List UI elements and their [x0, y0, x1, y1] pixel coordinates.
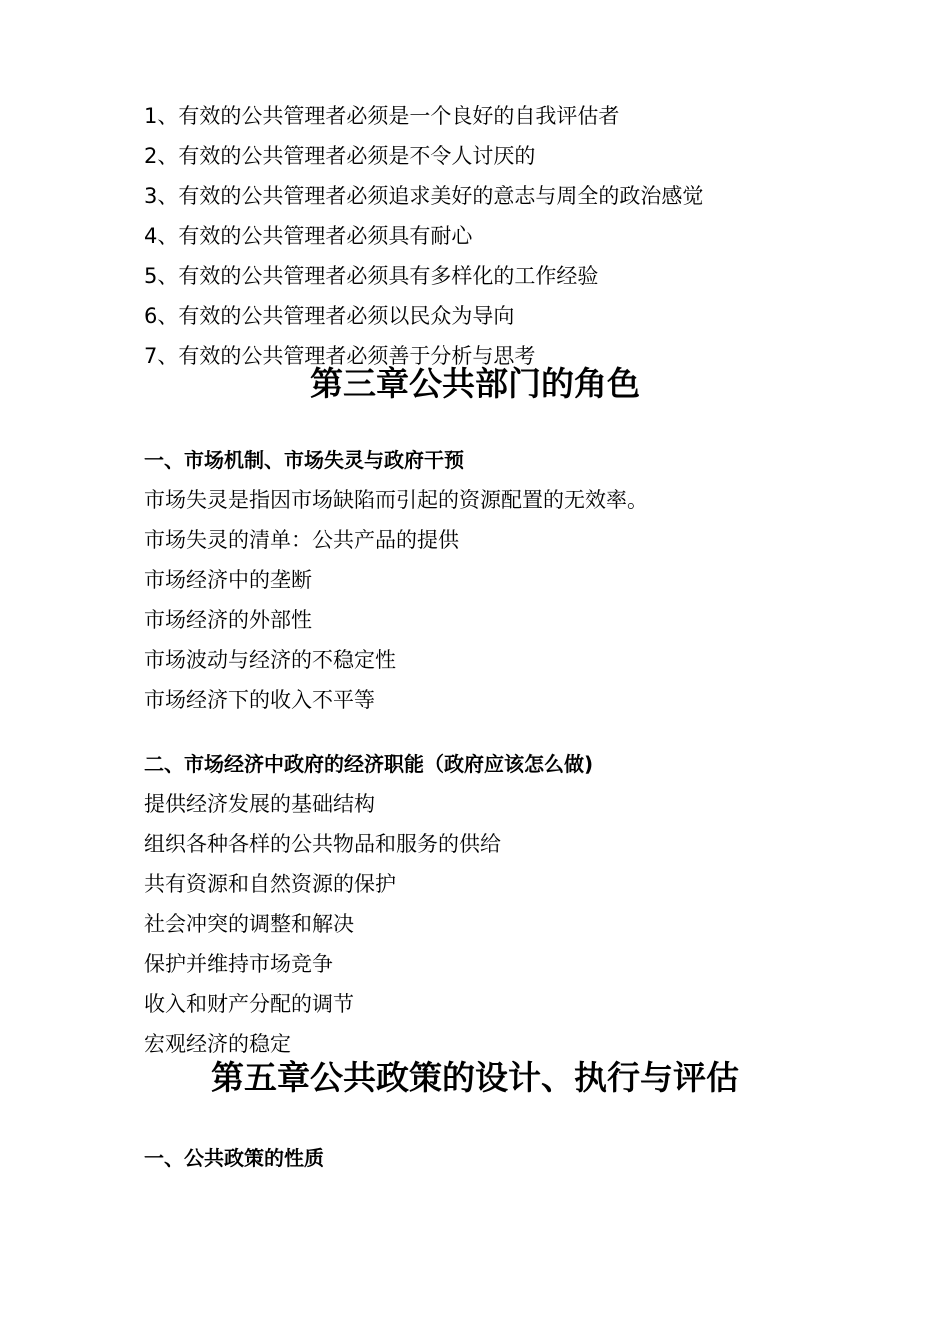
- list-item: 保护并维持市场竞争: [144, 952, 333, 976]
- list-item: 5、有效的公共管理者必须具有多样化的工作经验: [144, 264, 599, 288]
- list-item: 提供经济发展的基础结构: [144, 792, 375, 816]
- list-item: 市场失灵是指因市场缺陷而引起的资源配置的无效率。: [144, 488, 648, 512]
- list-item: 共有资源和自然资源的保护: [144, 872, 396, 896]
- list-item: 市场失灵的清单：公共产品的提供: [144, 528, 459, 552]
- list-item: 社会冲突的调整和解决: [144, 912, 354, 936]
- list-item: 7、有效的公共管理者必须善于分析与思考: [144, 344, 536, 368]
- section-heading-government-functions: 二、市场经济中政府的经济职能（政府应该怎么做): [144, 752, 594, 776]
- chapter-5-title: 第五章公共政策的设计、执行与评估: [211, 1058, 739, 1097]
- list-item: 市场经济下的收入不平等: [144, 688, 375, 712]
- list-item: 市场经济的外部性: [144, 608, 312, 632]
- list-item: 宏观经济的稳定: [144, 1032, 291, 1056]
- list-item: 6、有效的公共管理者必须以民众为导向: [144, 304, 515, 328]
- list-item: 3、有效的公共管理者必须追求美好的意志与周全的政治感觉: [144, 184, 704, 208]
- list-item: 2、有效的公共管理者必须是不令人讨厌的: [144, 144, 536, 168]
- chapter-3-title: 第三章公共部门的角色: [310, 364, 640, 403]
- list-item: 组织各种各样的公共物品和服务的供给: [144, 832, 501, 856]
- list-item: 4、有效的公共管理者必须具有耐心: [144, 224, 473, 248]
- section-heading-policy-nature: 一、公共政策的性质: [144, 1146, 324, 1170]
- list-item: 市场经济中的垄断: [144, 568, 312, 592]
- list-item: 1、有效的公共管理者必须是一个良好的自我评估者: [144, 104, 620, 128]
- list-item: 市场波动与经济的不稳定性: [144, 648, 396, 672]
- section-heading-market-mechanism: 一、市场机制、市场失灵与政府干预: [144, 448, 464, 472]
- list-item: 收入和财产分配的调节: [144, 992, 354, 1016]
